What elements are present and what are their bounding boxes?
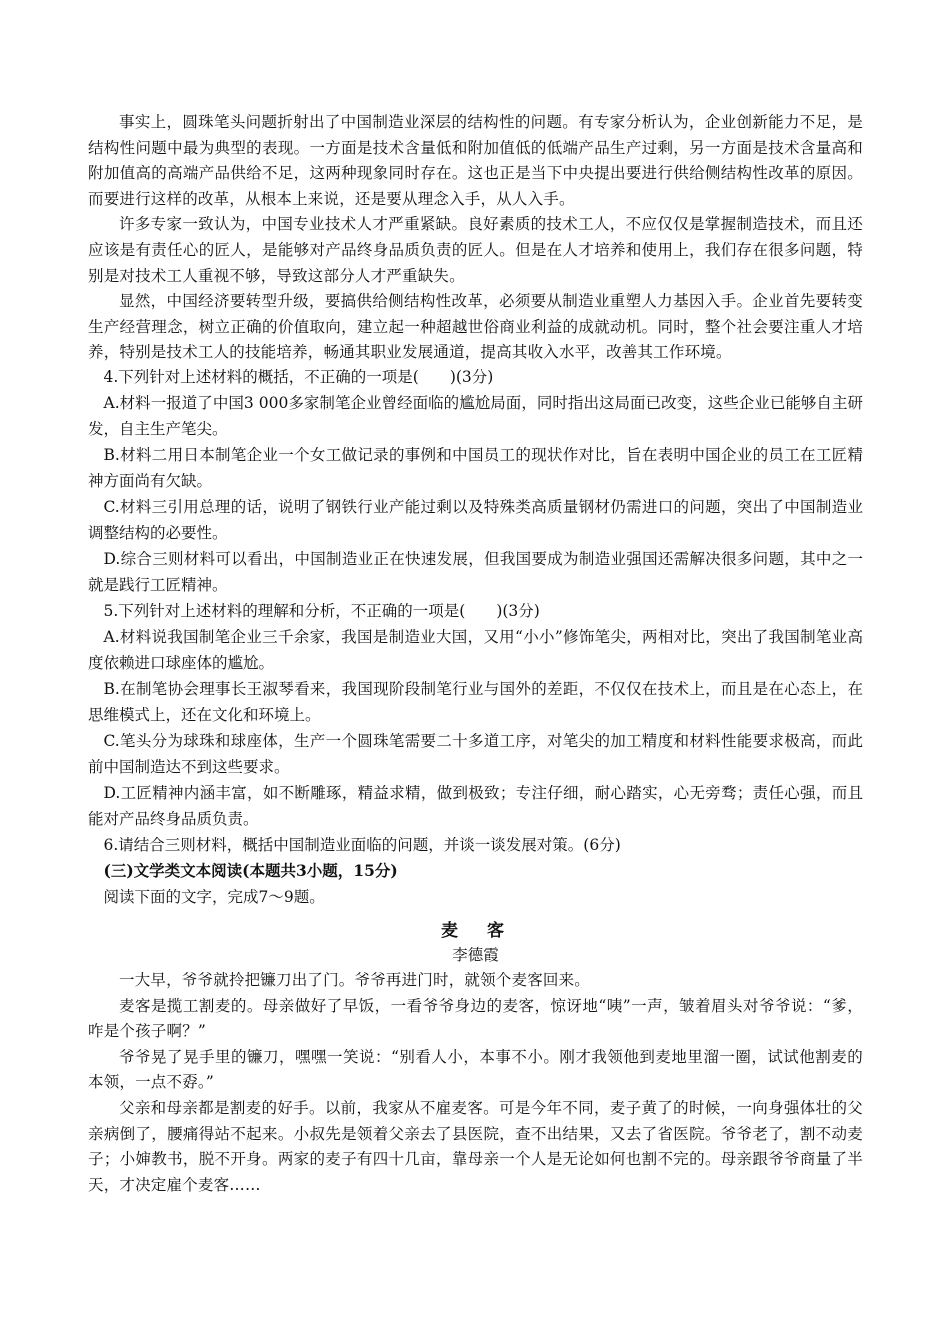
question-4-option-a: A.材料一报道了中国3 000多家制笔企业曾经面临的尴尬局面，同时指出这局面已改变，这些企业已能够自主研发，自主生产笔尖。 [88, 394, 863, 438]
question-4 [88, 364, 863, 598]
story-body [88, 968, 863, 1198]
material-paragraph-3: 显然，中国经济要转型升级，要搞供给侧结构性改革，必须要从制造业重塑人力基因入手。企业首先要转变生产经营理念，树立正确的价值取向，建立起一种超越世俗商业利益的成就动机。同时，整个社会要注重人才培养，特别是技术工人的技能培养，畅通其职业发展通道，提高其收入水平，改善其工作环境。 [88, 292, 863, 362]
question-5-option-a: A.材料说我国制笔企业三千余家，我国是制造业大国，又用“小小”修饰笔尖，两相对比，突出了我国制笔业高度依赖进口球座体的尴尬。 [88, 628, 863, 672]
question-4-option-c: C.材料三引用总理的话，说明了钢铁行业产能过剩以及特殊类高质量钢材仍需进口的问题，突出了中国制造业调整结构的必要性。 [88, 498, 863, 542]
question-4-option-b: B.材料二用日本制笔企业一个女工做记录的事例和中国员工的现状作对比，旨在表明中国企业的员工在工匠精神方面尚有欠缺。 [88, 446, 863, 490]
question-4-option-d: D.综合三则材料可以看出，中国制造业正在快速发展，但我国要成为制造业强国还需解决很多问题，其中之一就是践行工匠精神。 [88, 550, 863, 594]
question-5 [88, 598, 863, 832]
question-5-option-b: B.在制笔协会理事长王淑琴看来，我国现阶段制笔行业与国外的差距，不仅仅在技术上，而且是在心态上，在思维模式上，还在文化和环境上。 [88, 680, 863, 724]
story-title: 麦 客 [441, 921, 510, 941]
story-paragraph-1: 一大早，爷爷就拎把镰刀出了门。爷爷再进门时，就领个麦客回来。 [119, 971, 591, 989]
section-heading: (三)文学类文本阅读(本题共3小题，15分) [103, 861, 398, 880]
material-paragraph-2: 许多专家一致认为，中国专业技术人才严重紧缺。良好素质的技术工人，不应仅仅是掌握制造技术，而且还应该是有责任心的匠人，是能够对产品终身品质负责的匠人。但是在人才培养和使用上，我们存在很多问题，特别是对技术工人重视不够，导致这部分人才严重缺失。 [88, 215, 863, 285]
story-paragraph-2: 麦客是揽工割麦的。母亲做好了早饭，一看爷爷身边的麦客，惊讶地“咦”一声，皱着眉头对爷爷说：“爹，咋是个孩子啊？” [88, 996, 863, 1041]
question-4-stem: 4.下列针对上述材料的概括，不正确的一项是( )(3分) [103, 368, 494, 386]
story-paragraph-4: 父亲和母亲都是割麦的好手。以前，我家从不雇麦客。可是今年不同，麦子黄了的时候，一向身强体壮的父亲病倒了，腰痛得站不起来。小叔先是领着父亲去了县医院，查不出结果，又去了省医院。爷爷老了，割不动麦子；小婶教书，脱不开身。两家的麦子有四十几亩，靠母亲一个人是无论如何也割不完的。母亲跟爷爷商量了半天，才决定雇个麦客…… [88, 1098, 863, 1194]
question-6 [88, 832, 863, 858]
material-paragraph-1: 事实上，圆珠笔头问题折射出了中国制造业深层的结构性的问题。有专家分析认为，企业创新能力不足，是结构性问题中最为典型的表现。一方面是技术含量低和附加值低的低端产品生产过剩，另一方面是技术含量高和附加值高的高端产品供给不足，这两种现象同时存在。这也正是当下中央提出要进行供给侧结构性改革的原因。而要进行这样的改革，从根本上来说，还是要从理念入手，从人入手。 [88, 113, 863, 208]
section-instruction: 阅读下面的文字，完成7～9题。 [103, 888, 325, 906]
question-5-option-c: C.笔头分为球珠和球座体，生产一个圆珠笔需要二十多道工序，对笔尖的加工精度和材料性能要求极高，而此前中国制造达不到这些要求。 [88, 732, 863, 776]
story-author: 李德霞 [452, 946, 499, 964]
story-header [88, 918, 863, 966]
story-paragraph-3: 爷爷晃了晃手里的镰刀，嘿嘿一笑说：“别看人小，本事不小。刚才我领他到麦地里溜一圈，试试他割麦的本领，一点不孬。” [88, 1047, 863, 1092]
question-5-option-d: D.工匠精神内涵丰富，如不断雕琢，精益求精，做到极致；专注仔细，耐心踏实，心无旁骛；责任心强，而且能对产品终身品质负责。 [88, 784, 863, 828]
question-6-text: 6.请结合三则材料，概括中国制造业面临的问题，并谈一谈发展对策。(6分) [103, 836, 621, 854]
material-section [88, 110, 863, 366]
section-3 [88, 858, 863, 910]
question-5-stem: 5.下列针对上述材料的理解和分析，不正确的一项是( )(3分) [103, 602, 540, 620]
